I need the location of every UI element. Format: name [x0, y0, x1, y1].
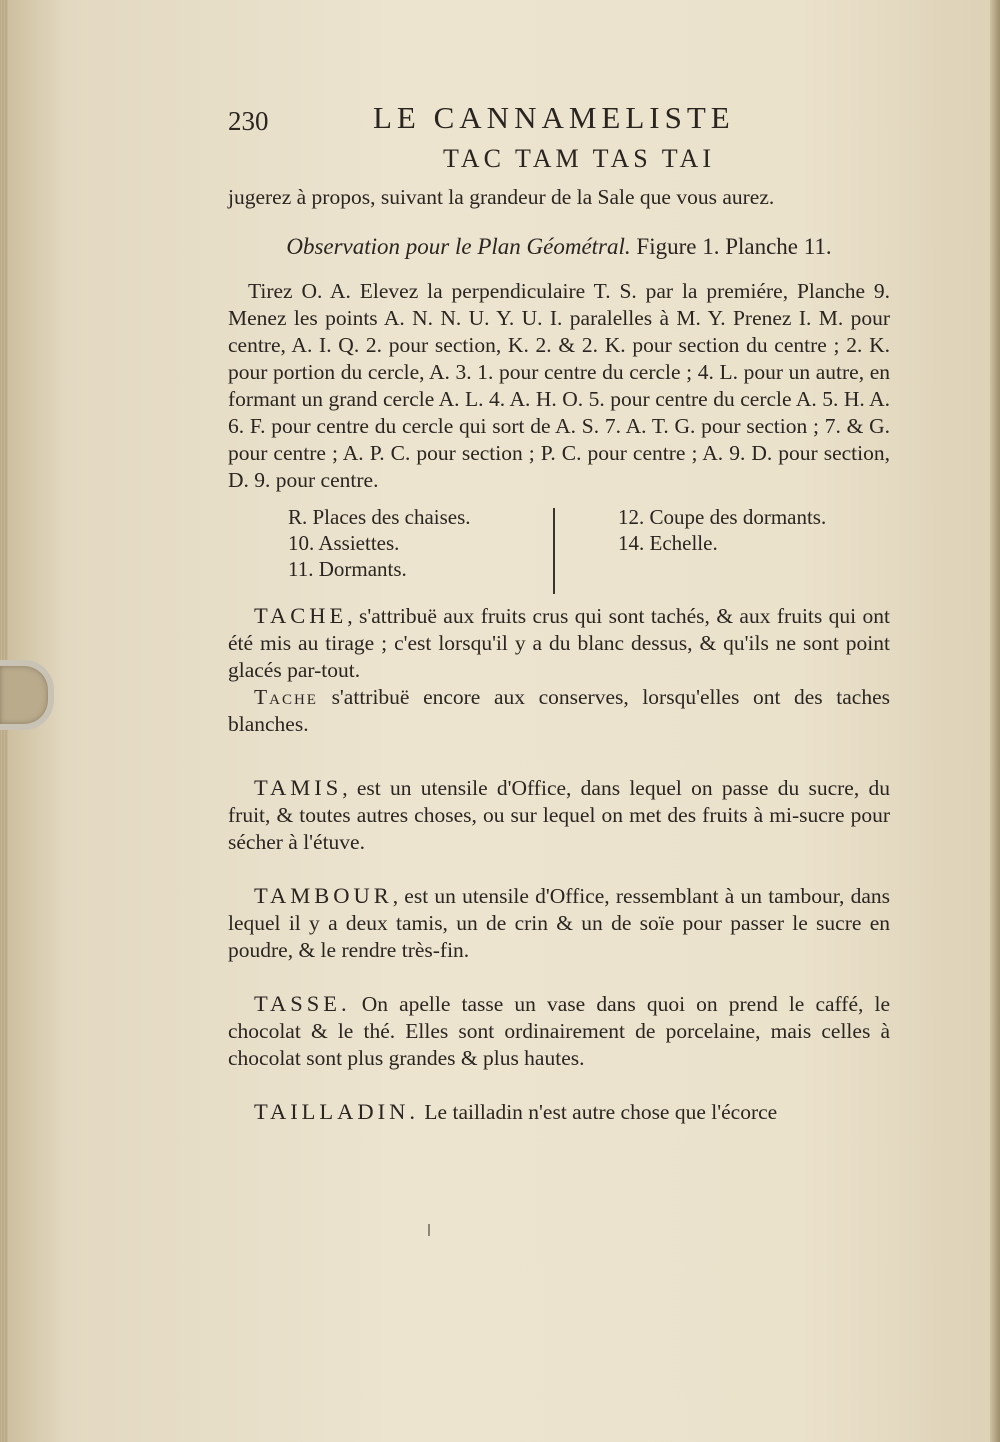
entry-tambour: [228, 882, 890, 964]
legend-item: 14. Echelle.: [618, 531, 718, 555]
legend-item: 11. Dormants.: [288, 557, 407, 581]
entry-text: On apelle tasse un vase dans quoi on prend le caffé, le chocolat & le thé. Elles sont ordinairement de porcelaine, mais celles à chocolat sont plus grandes & plus hautes.: [228, 992, 890, 1070]
legend-item: 12. Coupe des dormants.: [618, 505, 827, 529]
book-gutter-shadow: [990, 0, 1000, 1442]
entry-headword: Tache: [254, 685, 318, 709]
plan-instructions: Tirez O. A. Elevez la perpendiculaire T. S. par la premiére, Planche 9. Menez les points A. N. N. U. Y. U. I. paralelles à M. Y. Prenez I. M. pour centre, A. I. Q. 2. pour section, K. 2. & 2. K. pour section du centre ; 2. K. pour portion du cercle, A. 3. 1. pour centre du cercle ; 4. L. pour un autre, en formant un grand cercle A. L. 4. A. H. O. 5. pour centre du cercle A. 5. H. A. 6. F. pour centre du cercle qui sort de A. S. 7. A. T. G. pour section ; 7. & G. pour centre ; A. P. C. pour section ; P. C. pour centre ; A. 9. D. pour section, D. 9. pour centre.: [228, 279, 890, 492]
page-header: [228, 96, 890, 136]
entry-headword: TAILLADIN.: [254, 1099, 420, 1124]
entry-text: s'attribuë encore aux conserves, lorsqu'elles ont des taches blanches.: [228, 685, 890, 736]
legend-item: R. Places des chaises.: [288, 505, 471, 529]
continued-paragraph: jugerez à propos, suivant la grandeur de la Sale que vous aurez.: [228, 185, 775, 209]
entry-tache: [228, 602, 890, 684]
entry-text: , est un utensile d'Office, ressemblant à un tambour, dans lequel il y a deux tamis, un de crin & un de soïe pour passer le sucre en poudre, & le rendre très-fin.: [228, 884, 890, 962]
observation-heading: [228, 233, 890, 260]
page-clip: [0, 660, 54, 730]
ink-mark: [428, 1224, 430, 1236]
observation-figure-ref: Figure 1. Planche 11.: [636, 234, 832, 259]
entry-tailladin: [228, 1098, 890, 1126]
entry-text: , est un utensile d'Office, dans lequel on passe du sucre, du fruit, & toutes autres choses, ou sur lequel on met des fruits à mi-sucre pour sécher à l'étuve.: [228, 776, 890, 854]
legend-right-column: [618, 504, 826, 556]
entry-text: , s'attribuë aux fruits crus qui sont tachés, & aux fruits qui ont été mis au tirage ; c'est lorsqu'il y a du blanc dessus, & qu'ils ne sont point glacés par-tout.: [228, 604, 890, 682]
legend-divider: [553, 508, 555, 594]
page-number: 230: [228, 106, 269, 136]
figure-legend: [228, 504, 890, 594]
observation-title: Observation pour le Plan Géométral.: [286, 234, 631, 259]
legend-left-column: [288, 504, 471, 582]
entry-headword: TACHE: [254, 603, 348, 628]
page-text: [228, 96, 890, 1126]
entry-tamis: [228, 774, 890, 856]
guide-words: TAC TAM TAS TAI: [443, 144, 715, 173]
entry-headword: TAMBOUR: [254, 883, 393, 908]
legend-item: 10. Assiettes.: [288, 531, 400, 555]
entry-tache-second: [228, 684, 890, 738]
entry-headword: TASSE.: [254, 991, 351, 1016]
entry-tasse: [228, 990, 890, 1072]
running-title: LE CANNAMELISTE: [373, 100, 735, 135]
entry-headword: TAMIS: [254, 775, 343, 800]
entry-text: Le tailladin n'est autre chose que l'écorce: [419, 1100, 778, 1124]
